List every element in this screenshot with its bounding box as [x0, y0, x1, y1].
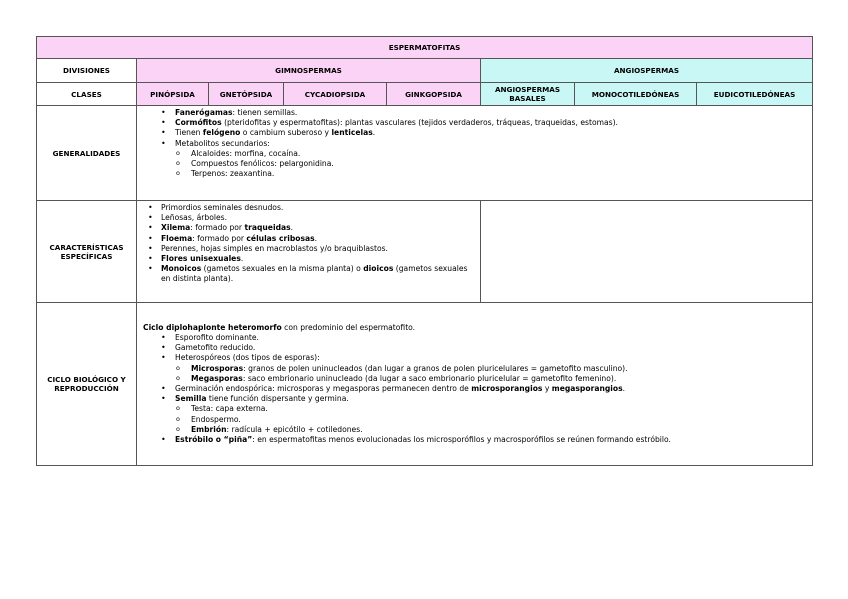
list-item: • Monoicos (gametos sexuales en la misma planta) o dioicos (gametos sexuales en distinta planta). — [139, 264, 476, 284]
clase-eudicotiledoneas: EUDICOTILEDÓNEAS — [697, 83, 813, 106]
clase-gnetopsida: GNETÓPSIDA — [209, 83, 284, 106]
ciclo-label: CICLO BIOLÓGICO Y REPRODUCCIÓN — [37, 303, 137, 466]
list-item: • Flores unisexuales. — [139, 254, 476, 264]
sub-list-item: o Megasporas: saco embrionario uninucleado (da lugar a saco embrionario pluricelular = gametofito femenino). — [141, 374, 808, 384]
clase-cycadiopsida: CYCADIOPSIDA — [284, 83, 387, 106]
divisiones-label: DIVISIONES — [37, 59, 137, 83]
espermatofitas-table — [36, 36, 813, 466]
list-item: • Cormófitos (pteridofitas y espermatofitas): plantas vasculares (tejidos verdaderos, tráqueas, traqueidas, estomas). — [141, 118, 808, 128]
sub-list-item: o Terpenos: zeaxantina. — [141, 169, 808, 179]
ciclo-content — [137, 303, 813, 466]
clase-ginkgopsida: GINKGOPSIDA — [387, 83, 481, 106]
list-item: • Semilla tiene función dispersante y germina. o Testa: capa externa. o Endospermo. o Embrión: radícula + epicótilo + cotiledones. — [141, 394, 808, 435]
list-item: • Fanerógamas: tienen semillas. — [141, 108, 808, 118]
sub-list-item: o Testa: capa externa. — [141, 404, 808, 414]
list-item: • Tienen felógeno o cambium suberoso y lenticelas. — [141, 128, 808, 138]
list-item: • Primordios seminales desnudos. — [139, 203, 476, 213]
sub-list-item: o Embrión: radícula + epicótilo + cotiledones. — [141, 425, 808, 435]
caracteristicas-gimnospermas — [137, 201, 481, 303]
list-item: • Gametofito reducido. — [141, 343, 808, 353]
list-item: • Germinación endospórica: microsporas y megasporas permanecen dentro de microsporangios y megasporangios. — [141, 384, 808, 394]
generalidades-content — [137, 106, 813, 201]
sub-list-item: o Endospermo. — [141, 415, 808, 425]
list-item: • Floema: formado por células cribosas. — [139, 234, 476, 244]
clase-angiospermas-basales: ANGIOSPERMAS BASALES — [481, 83, 575, 106]
caracteristicas-label: CARACTERÍSTICAS ESPECÍFICAS — [37, 201, 137, 303]
clases-label: CLASES — [37, 83, 137, 106]
sub-list-item: o Alcaloides: morfina, cocaína. — [141, 149, 808, 159]
list-item: • Perennes, hojas simples en macroblastos y/o braquiblastos. — [139, 244, 476, 254]
clase-monocotiledoneas: MONOCOTILEDÓNEAS — [575, 83, 697, 106]
list-item: • Leñosas, árboles. — [139, 213, 476, 223]
list-item: • Heterospóreos (dos tipos de esporas): o Microsporas: granos de polen uninucleados (dan lugar a granos de polen pluricelulares = gametofito masculino). o Megasporas: saco embrionario uninucleado (da lugar a saco embrionario pluricelular = gametofito femenino). — [141, 353, 808, 384]
gimnospermas-header: GIMNOSPERMAS — [137, 59, 481, 83]
sub-list-item: o Compuestos fenólicos: pelargonidina. — [141, 159, 808, 169]
generalidades-label: GENERALIDADES — [37, 106, 137, 201]
list-item: • Esporofito dominante. — [141, 333, 808, 343]
list-item: • Estróbilo o “piña”: en espermatofitas menos evolucionadas los microsporófilos y macrosporófilos se reúnen formando estróbilo. — [141, 435, 808, 445]
caracteristicas-angiospermas — [481, 201, 813, 303]
table-title: ESPERMATOFITAS — [37, 37, 813, 59]
list-item: • Xilema: formado por traqueidas. — [139, 223, 476, 233]
angiospermas-header: ANGIOSPERMAS — [481, 59, 813, 83]
list-item: • Metabolitos secundarios: o Alcaloides: morfina, cocaína. o Compuestos fenólicos: pelargonidina. o Terpenos: zeaxantina. — [141, 139, 808, 180]
clase-pinopsida: PINÓPSIDA — [137, 83, 209, 106]
ciclo-lead: Ciclo diplohaplonte heteromorfo con predominio del espermatofito. — [143, 322, 416, 332]
sub-list-item: o Microsporas: granos de polen uninucleados (dan lugar a granos de polen pluricelulares = gametofito masculino). — [141, 364, 808, 374]
